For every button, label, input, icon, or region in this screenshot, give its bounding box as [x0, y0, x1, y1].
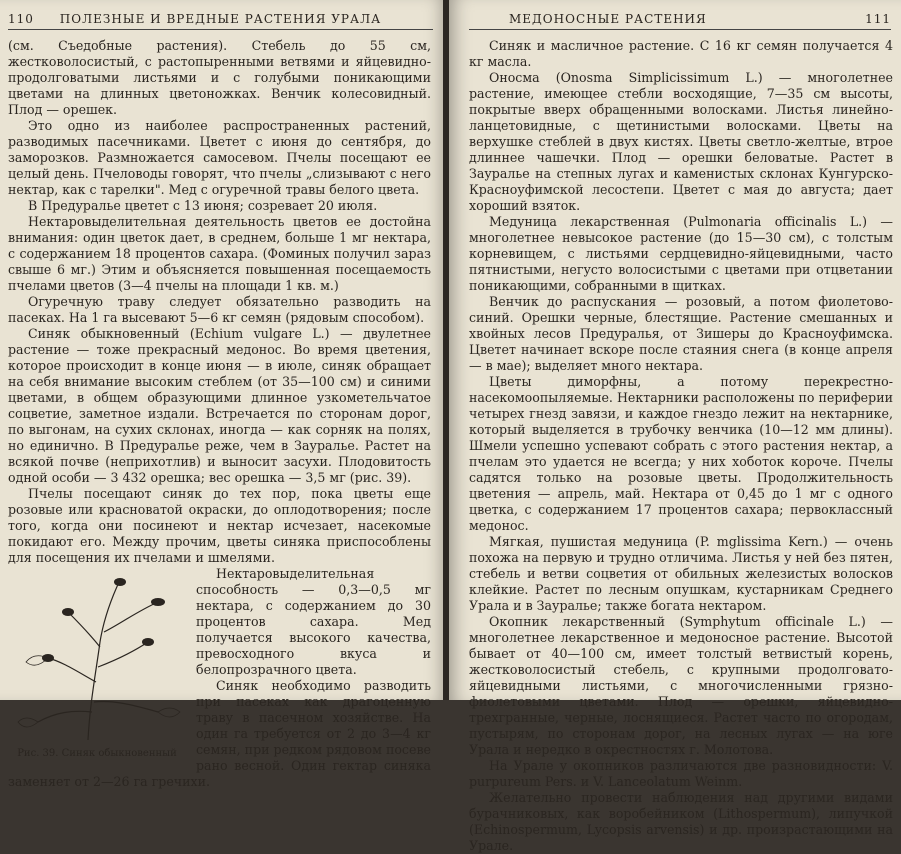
header-rule [469, 29, 891, 30]
left-page-header [8, 12, 433, 30]
paragraph: Медуница лекарственная (Pulmonaria officinalis L.) — многолетнее невысокое растение (до 15—30 см), с толстым корневищем, с листьями сердцевидно-яйцевидными, часто пятнистыми, негусто волосистыми с цветами при отцветании поникающими, собранными в щитках. [469, 214, 893, 293]
paragraph: Нектаровыделительная деятельность цветов ее достойна внимания: один цветок дает, в среднем, больше 1 мг нектара, с содержанием 18 процентов сахара. (Фоминых получил зараз свыше 6 мг.) Этим и объясняется повышенная посещаемость пчелами цветов (3—4 пчелы на площади 1 кв. м.) [8, 214, 431, 293]
paragraph: Нектаровыделительная способность — 0,3—0,5 мг нектара, с содержанием до 30 процентов сахара. Мед получается высокого качества, превосходного вкуса и белопрозрачного цвета. [196, 566, 431, 677]
paragraph: Мягкая, пушистая медуница (P. mglissima Kern.) — очень похожа на первую и трудно отличима. Листья у ней без пятен, стебель и ветви соцветия от обильных железистых волосков клейкие. Растет по лесным опушкам, кустарникам Среднего Урала и в Зауралье; также богата нектаром. [469, 534, 893, 613]
figure-echium [8, 572, 186, 762]
paragraph: Желательно провести наблюдения над другими видами бурачниковых, как воробейником (Lithospermum), липучкой (Echinospermum, Lycopsis arvensis) и др. произрастающими на Урале. [469, 790, 893, 853]
paragraph: Синяк обыкновенный (Echium vulgare L.) — двулетнее растение — тоже прекрасный медонос. Во время цветения, которое происходит в конце июня — в июле, синяк обращает на себя внимание высоким стеблем (от 35—100 см) и синими цветами, в общем образующими длинное узкометельчатое соцветие, заметное издали. Встречается по сторонам дорог, по выгонам, на сухих склонах, иногда — как сорняк на полях, но единично. В Предуралье реже, чем в Зауралье. Растет на всякой почве (неприхотлив) и выносит засухи. Плодовитость одной особи — 3 432 орешка; вес орешка — 3,5 мг (рис. 39). [8, 326, 431, 485]
paragraph: Оносма (Onosma Simplicissimum L.) — многолетнее растение, имеющее стебли восходящие, 7—35 см высоты, покрытые вверх обращенными волосками. Листья линейно-ланцетовидные, с щетинистыми волосками. Цветы на верхушке стеблей в двух кистях. Цветы светло-желтые, втрое длиннее чашечки. Плод — орешки беловатые. Растет в Зауралье на степных лугах и каменистых склонах Кунгурско-Красноуфимской лесостепи. Цветет с мая до августа; дает хороший взяток. [469, 70, 893, 213]
page-number: 111 [865, 12, 891, 26]
running-head: МЕДОНОСНЫЕ РАСТЕНИЯ [509, 12, 707, 26]
paragraph: На Урале у окопников различаются две разновидности: V. purpureum Pers. и V. Lanceolatum Weinm. [469, 758, 893, 789]
paragraph: Пчелы посещают синяк до тех пор, пока цветы еще розовые или красноватой окраски, до оплодотворения; после того, когда они посинеют и нектар исчезает, насекомые покидают его. Между прочим, цветы синяка приспособлены для посещения их пчелами и шмелями. [8, 486, 431, 565]
figure-caption: Рис. 39. Синяк обыкновенный [17, 748, 177, 759]
echium-illustration [8, 572, 186, 742]
paragraph: В Предуралье цветет с 13 июня; созревает 20 июля. [28, 198, 378, 213]
right-page-header [469, 12, 891, 30]
paragraph: Цветы диморфны, а потому перекрестно-насекомоопыляемые. Нектарники расположены по периферии четырех гнезд завязи, и каждое гнездо лежит на нектарнике, который выделяется в трубочку венчика (10—12 мм длины). Шмели успешно успевают собрать с этого растения нектар, а пчелам это удается не всегда; у них хоботок короче. Пчелы садятся только на розовые цветы. Продолжительность цветения — апрель, май. Нектара от 0,45 до 1 мг с одного цветка, с содержанием 17 процентов сахара; первоклассный медонос. [469, 374, 893, 533]
right-page-body [469, 38, 893, 854]
paragraph: Венчик до распускания — розовый, а потом фиолетово-синий. Орешки черные, блестящие. Растение смешанных и хвойных лесов Предуралья, от Зишеры до Красноуфимска. Цветет начинает вскоре после стаяния снега (в конце апреля — в мае); выделяет много нектара. [469, 294, 893, 373]
header-rule [8, 29, 433, 30]
paragraph: Синяк и масличное растение. С 16 кг семян получается 4 кг масла. [469, 38, 893, 69]
paragraph: Это одно из наиболее распространенных растений, разводимых пасечниками. Цветет с июня до сентября, до заморозков. Размножается самосевом. Пчелы посещают ее целый день. Пчеловоды говорят, что пчелы „слизывают с него нектар, как с тарелки". Мед с огуречной травы белого цвета. [8, 118, 431, 197]
paragraph: Окопник лекарственный (Symphytum officinale L.) — многолетнее лекарственное и медоносное растение. Высотой бывает от 40—100 см, имеет толстый ветвистый корень, жестковолосистый стебель, с крупными продолговато-яйцевидными листьями, с многочисленными грязно-фиолетовыми цветами. Плод — орешки, яйцевидно-трехгранные, черные, лоснящиеся. Растет часто по огородам, пустырям, по сторонам дорог, на лесных лугах — на юге Урала и нередко в окрестностях г. Молотова. [469, 614, 893, 757]
paragraph: Синяк необходимо разводить при пасеках как драгоценную траву в пасечном хозяйстве. На один га требуется от 2 до 3—4 кг семян, при редком рядовом посеве рано весной. Один гектар синяка заменяет от 2—26 га гречихи. [8, 678, 431, 789]
left-page [0, 0, 447, 789]
paragraph: Огуречную траву следует обязательно разводить на пасеках. На 1 га высевают 5—6 кг семян (рядовым способом). [8, 294, 431, 325]
running-head: ПОЛЕЗНЫЕ И ВРЕДНЫЕ РАСТЕНИЯ УРАЛА [59, 12, 382, 26]
page-number: 110 [8, 12, 34, 26]
paragraph: (см. Съедобные растения). Стебель до 55 см, жестковолосистый, с растопыренными ветвями и яйцевидно-продолговатыми листьями и с голубыми поникающими цветами на длинных цветоножках. Венчик колесовидный. Плод — орешек. [8, 38, 431, 117]
right-page [449, 0, 901, 853]
left-page-body [8, 38, 431, 790]
